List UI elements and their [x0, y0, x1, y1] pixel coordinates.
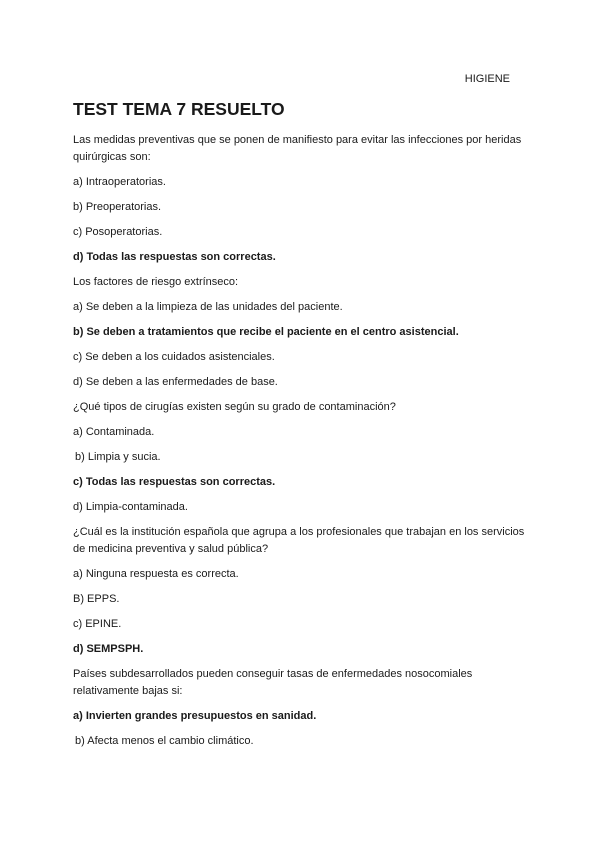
question-block	[73, 274, 535, 391]
answer-option: d) Se deben a las enfermedades de base.	[73, 376, 278, 388]
answer-option: B) EPPS.	[73, 593, 120, 605]
answer-option: b) Preoperatorias.	[73, 201, 162, 213]
correct-answer-option: b) Se deben a tratamientos que recibe el paciente en el centro asistencial.	[73, 326, 459, 338]
question-text: Países subdesarrollados pueden conseguir tasas de enfermedades nosocomiales relativamente bajas si:	[73, 668, 473, 697]
question-block	[73, 132, 535, 266]
answer-option: c) Posoperatorias.	[73, 226, 163, 238]
correct-answer-option: d) Todas las respuestas son correctas.	[73, 251, 276, 263]
answer-option: a) Intraoperatorias.	[73, 176, 166, 188]
answer-option: d) Limpia-contaminada.	[73, 501, 188, 513]
subject-header: HIGIENE	[464, 73, 510, 85]
question-text: Los factores de riesgo extrínseco:	[73, 276, 239, 288]
answer-option: a) Se deben a la limpieza de las unidades del paciente.	[73, 301, 343, 313]
question-text: ¿Qué tipos de cirugías existen según su grado de contaminación?	[73, 401, 396, 413]
question-block	[73, 666, 535, 750]
page-title: TEST TEMA 7 RESUELTO	[73, 99, 285, 119]
question-text: Las medidas preventivas que se ponen de manifiesto para evitar las infecciones por heridas quirúrgicas son:	[73, 134, 522, 163]
answer-option: b) Afecta menos el cambio climático.	[75, 735, 254, 747]
correct-answer-option: a) Invierten grandes presupuestos en sanidad.	[73, 710, 317, 722]
answer-option: a) Ninguna respuesta es correcta.	[73, 568, 239, 580]
question-block	[73, 399, 535, 516]
correct-answer-option: c) Todas las respuestas son correctas.	[73, 476, 276, 488]
answer-option: c) Se deben a los cuidados asistenciales.	[73, 351, 275, 363]
answer-option: c) EPINE.	[73, 618, 122, 630]
answer-option: b) Limpia y sucia.	[75, 451, 161, 463]
correct-answer-option: d) SEMPSPH.	[73, 643, 144, 655]
questions-list	[73, 132, 535, 758]
question-text: ¿Cuál es la institución española que agrupa a los profesionales que trabajan en los servicios de medicina preventiva y salud pública?	[73, 526, 525, 555]
question-block	[73, 524, 535, 658]
answer-option: a) Contaminada.	[73, 426, 155, 438]
